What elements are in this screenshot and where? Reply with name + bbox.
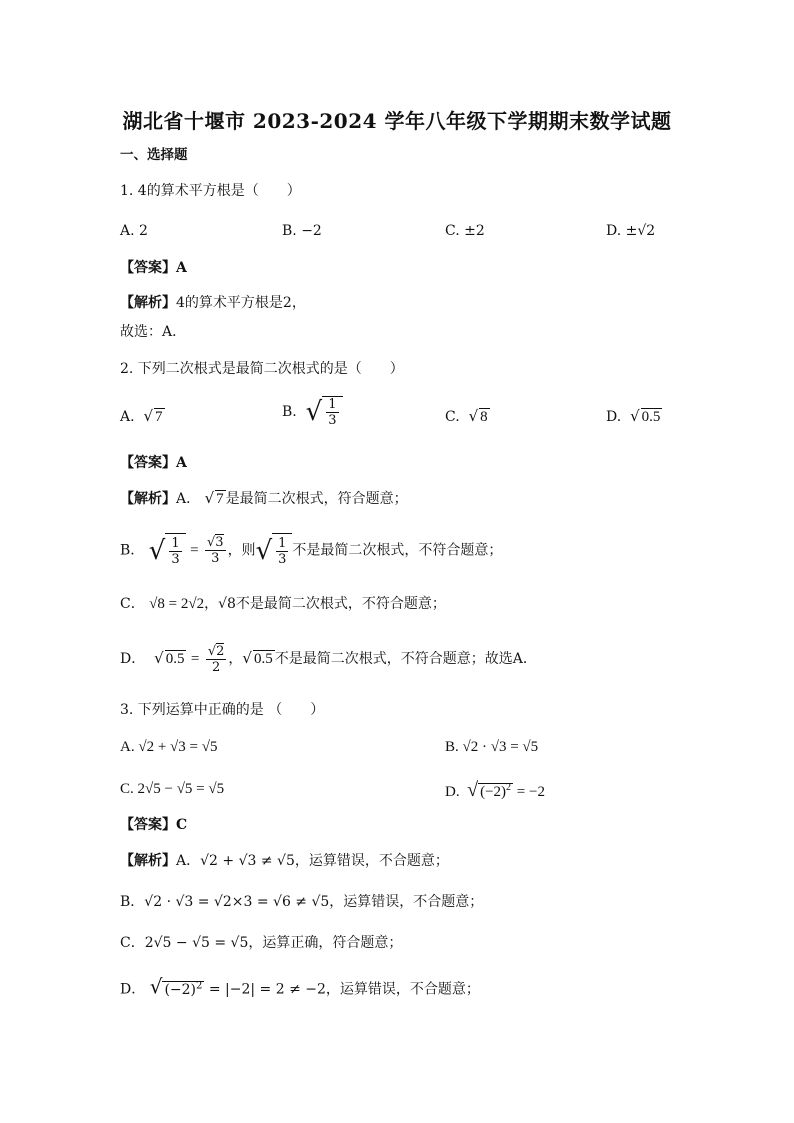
- q3-analysis-a: [120, 851, 449, 871]
- q2-analysis-c-text: ，√8不是最简二次根式，不符合题意；: [204, 596, 446, 612]
- question-2-stem: 2. 下列二次根式是最简二次根式的是（ ）: [120, 361, 404, 377]
- q3-option-d-tail: = −2: [513, 784, 545, 800]
- q3-option-c: C. 2√5 − √5 = √5: [120, 781, 225, 797]
- q1-analysis: [120, 293, 306, 313]
- q1-answer: 【答案】A: [120, 260, 187, 276]
- q2-option-b: B. √ $\frac{1}{3}$: [282, 396, 343, 428]
- q1-conclusion: 故选：A．: [120, 324, 187, 340]
- q3-option-a: A. √2 + √3 = √5: [120, 739, 218, 755]
- q2-option-d-value: 0.5: [641, 409, 661, 425]
- q2-option-a: A. √ 7: [120, 407, 163, 425]
- q1-option-d: D. ±√2: [606, 223, 656, 239]
- question-3-stem: 3. 下列运算中正确的是 （ ）: [120, 702, 325, 718]
- q2-analysis-d-label: D．: [120, 651, 146, 667]
- q2-analysis-b: B． √ $\frac{1}{3}$ = $\frac{√3}{3}$ ，则 √ $\frac{1}{3}$ 不是最简二次根式，不符合题意；: [120, 535, 503, 567]
- q2-option-b-numerator: 1: [328, 397, 337, 412]
- q2-option-a-label: A.: [120, 409, 135, 425]
- q2-analysis-label: 【解析】: [120, 491, 176, 507]
- q2-option-b-label: B.: [282, 404, 297, 420]
- q1-option-c: C. ±2: [445, 223, 485, 239]
- q2-option-a-value: 7: [155, 409, 163, 425]
- q3-analysis-d: D． √ $(-2)^2 = |-2| = 2 \ne -2$，运算错误，不合题意；: [120, 974, 480, 999]
- page-title: 湖北省十堰市 2023-2024 学年八年级下学期期末数学试题: [122, 109, 672, 133]
- q3-option-d: D. √ $(-2)^2 = -2$: [445, 779, 545, 801]
- q2-option-d-label: D.: [606, 409, 622, 425]
- q2-option-c: C. √ 8: [445, 407, 488, 425]
- q3-analysis-a-text: A．√2 + √3 ≠ √5，运算错误，不合题意；: [176, 853, 449, 869]
- q2-option-c-value: 8: [480, 409, 488, 425]
- q2-option-c-label: C.: [445, 409, 460, 425]
- q2-analysis-c: [120, 594, 446, 614]
- q2-option-b-denominator: 3: [328, 413, 337, 428]
- question-1-stem: 1. 4的算术平方根是（ ）: [120, 183, 301, 199]
- q3-option-b: B. √2 · √3 = √5: [445, 739, 539, 755]
- q1-analysis-label: 【解析】: [120, 295, 176, 311]
- q2-analysis-a-text: 是最简二次根式，符合题意；: [225, 491, 408, 507]
- q2-analysis-c-label: C．: [120, 596, 145, 612]
- section-heading: 一、选择题: [120, 147, 188, 163]
- q2-analysis-a-label: A．: [176, 491, 201, 507]
- q3-analysis-label: 【解析】: [120, 853, 176, 869]
- q2-analysis-b-text-1: ，则: [227, 542, 256, 559]
- q3-analysis-d-text: = |−2| = 2 ≠ −2，运算错误，不合题意；: [204, 981, 480, 998]
- q1-option-b: B. −2: [282, 223, 322, 239]
- q2-analysis-b-text-2: 不是最简二次根式，不符合题意；: [292, 542, 503, 559]
- q3-analysis-b: B．√2 · √3 = √2×3 = √6 ≠ √5，运算错误，不合题意；: [120, 894, 484, 910]
- q2-analysis-d-text: 不是最简二次根式，不符合题意；故选A．: [274, 651, 537, 667]
- q1-option-a: A. 2: [120, 223, 148, 239]
- q2-analysis-b-label: B．: [120, 542, 145, 559]
- q3-analysis-c: C．2√5 − √5 = √5，运算正确，符合题意；: [120, 935, 403, 951]
- q2-answer: 【答案】A: [120, 455, 187, 471]
- q3-analysis-d-label: D．: [120, 981, 146, 998]
- q2-analysis-c-expr: √8 = 2√2: [149, 596, 205, 612]
- q1-analysis-text: 4的算术平方根是2，: [176, 295, 306, 311]
- q2-analysis-d: D． √ 0.5 = $\frac{√2}{2}$ ，√ 0.5 不是最简二次根式，不符合题意；故选A．: [120, 643, 537, 675]
- q2-analysis-a: 【解析】A． √ 7 是最简二次根式，符合题意；: [120, 489, 408, 507]
- q3-option-d-label: D.: [445, 784, 460, 800]
- q2-option-d: D. √ 0.5: [606, 407, 661, 425]
- q3-answer: 【答案】C: [120, 817, 188, 833]
